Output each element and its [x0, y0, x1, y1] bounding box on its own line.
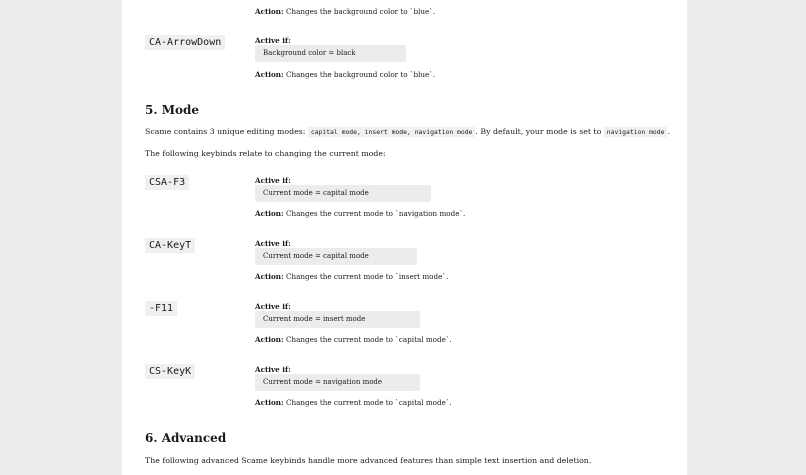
condition-box: Current mode = insert mode [255, 311, 420, 328]
intro-text: . [667, 127, 670, 136]
action-line [255, 7, 435, 16]
action-label: Action: [255, 209, 284, 218]
keybind-code: CA-KeyT [145, 238, 195, 253]
keybind-code: -F11 [145, 301, 177, 316]
mode-following-paragraph: The following keybinds relate to changing the current mode: [145, 149, 386, 158]
action-label: Action: [255, 70, 284, 79]
action-text: Changes the background color to `blue`. [285, 70, 436, 79]
active-if-label: Active if: [255, 302, 291, 311]
active-if-label: Active if: [255, 176, 291, 185]
inline-code-default-mode: navigation mode [604, 127, 668, 137]
action-line [255, 398, 452, 407]
action-line [255, 70, 435, 79]
section-heading-advanced: 6. Advanced [145, 431, 227, 445]
active-if-label: Active if: [255, 239, 291, 248]
action-text: Changes the background color to `blue`. [285, 7, 436, 16]
active-if-label: Active if: [255, 365, 291, 374]
action-label: Action: [255, 272, 284, 281]
intro-text: . By default, your mode is set to [475, 127, 602, 136]
mode-intro-paragraph [145, 127, 670, 136]
advanced-intro-paragraph: The following advanced Scame keybinds handle more advanced features than simple text insertion and deletion. [145, 456, 592, 465]
condition-box: Current mode = navigation mode [255, 374, 420, 391]
document-page [122, 0, 687, 475]
section-heading-mode: 5. Mode [145, 103, 200, 117]
action-label: Action: [255, 398, 284, 407]
keybind-code: CS-KeyK [145, 364, 195, 379]
keybind-code: CSA-F3 [145, 175, 189, 190]
action-line [255, 335, 452, 344]
action-line [255, 272, 448, 281]
condition-box: Background color = black [255, 45, 406, 62]
intro-text: Scame contains 3 unique editing modes: [145, 127, 306, 136]
keybind-code: CA-ArrowDown [145, 35, 225, 50]
action-text: Changes the current mode to `navigation mode`. [285, 209, 466, 218]
condition-box: Current mode = capital mode [255, 185, 431, 202]
action-label: Action: [255, 7, 284, 16]
action-label: Action: [255, 335, 284, 344]
action-text: Changes the current mode to `insert mode`. [285, 272, 449, 281]
inline-code-modes: capital mode, insert mode, navigation mode [308, 127, 476, 137]
condition-box: Current mode = capital mode [255, 248, 417, 265]
action-text: Changes the current mode to `capital mode`. [285, 335, 452, 344]
action-line [255, 209, 465, 218]
action-text: Changes the current mode to `capital mode`. [285, 398, 452, 407]
active-if-label: Active if: [255, 36, 291, 45]
